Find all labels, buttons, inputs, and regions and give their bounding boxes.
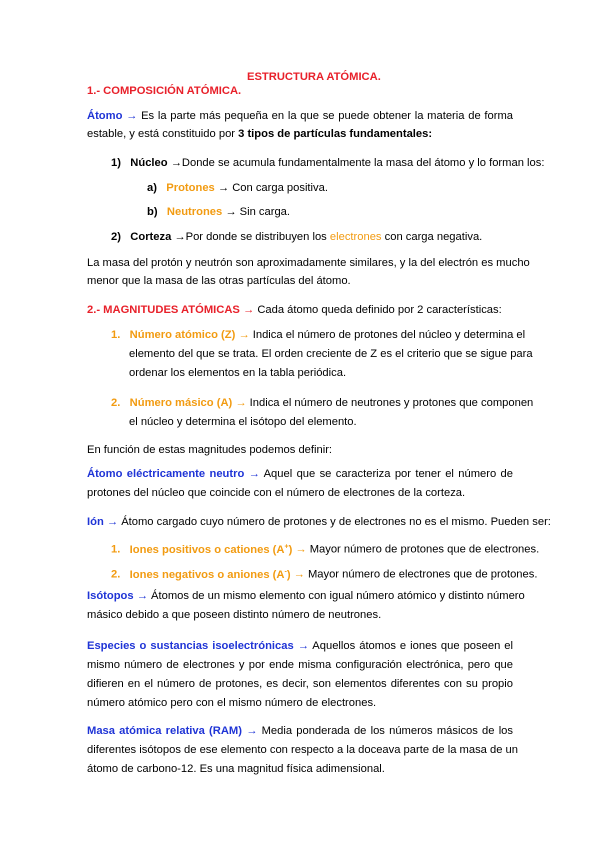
especies-term: Especies o sustancias isoelectrónicas (87, 640, 294, 652)
ram-line-2: diferentes isótopos de ese elemento con respecto a la doceava parte de la masa de un (87, 744, 518, 756)
protones-text: Con carga positiva. (232, 182, 328, 194)
iones-positivos-number: 1. (111, 543, 121, 556)
numero-masico-number: 2. (111, 397, 121, 409)
nucleo-term: Núcleo (130, 157, 168, 169)
neutrones-label: b) (147, 206, 158, 218)
section-2-rest: Cada átomo queda definido por 2 características: (257, 304, 502, 316)
atomo-neutro-line-2: protones del núcleo que coincide con el número de electrones de la corteza. (87, 487, 466, 499)
atomo-definition-line-1 (87, 109, 513, 123)
isotopos-line-2: másico debido a que poseen distinto número de neutrones. (87, 609, 382, 621)
atomo-neutro-text-1: Aquel que se caracteriza por tener el número de (263, 468, 514, 480)
iones-positivos-item (111, 540, 539, 557)
nucleo-number: 1) (111, 157, 121, 169)
especies-line-3: difieren en el número de protones, es decir, son elementos diferentes con su propio (87, 678, 513, 690)
ram-line-1 (87, 724, 513, 738)
protones-label: a) (147, 182, 157, 194)
protones-term: Protones (166, 182, 215, 194)
atomo-text-2-bold: 3 tipos de partículas fundamentales: (238, 128, 433, 140)
ion-text: Átomo cargado cuyo número de protones y de electrones no es el mismo. Pueden ser: (121, 516, 551, 528)
ram-line-3: átomo de carbono-12. Es una magnitud física adimensional. (87, 763, 385, 775)
numero-masico-term: Número másico (A) (129, 397, 233, 409)
arrow-icon: → (238, 329, 250, 341)
arrow-icon: → (293, 568, 305, 581)
corteza-term: Corteza (130, 231, 172, 243)
ram-text-1: Media ponderada de los números másicos de los (261, 725, 513, 737)
intro-text: En función de estas magnitudes podemos definir: (87, 444, 333, 456)
arrow-icon: → (170, 157, 182, 169)
arrow-icon: → (297, 640, 309, 652)
numero-atomico-line-3: ordenar los elementos en la tabla periódica. (129, 367, 347, 379)
corteza-number: 2) (111, 231, 121, 243)
arrow-icon: → (106, 516, 119, 528)
protones-item (147, 181, 328, 195)
plus-sign: + (284, 543, 289, 550)
iones-negativos-item (111, 565, 537, 582)
minus-sign: - (284, 568, 287, 575)
isotopos-line-1 (87, 589, 525, 603)
numero-masico-line-2: el núcleo y determina el isótopo del elemento. (129, 416, 357, 428)
numero-atomico-line-1 (111, 328, 526, 342)
corteza-text-a: Por donde se distribuyen los (185, 231, 330, 243)
arrow-icon: → (126, 110, 138, 122)
arrow-icon: → (248, 468, 260, 480)
neutrones-term: Neutrones (166, 206, 223, 218)
section-1-heading: 1.- COMPOSICIÓN ATÓMICA. (87, 85, 242, 97)
atomo-definition-line-2 (87, 127, 432, 141)
numero-atomico-text-1: Indica el número de protones del núcleo y determina el (252, 329, 526, 341)
nucleo-item (111, 156, 544, 170)
ion-term: Ión (87, 516, 104, 528)
especies-text-1: Aquellos átomos e iones que poseen el (312, 640, 514, 652)
atomo-neutro-term: Átomo eléctricamente neutro (87, 468, 245, 480)
arrow-icon: → (136, 590, 148, 602)
arrow-icon: → (246, 725, 258, 737)
especies-line-2: mismo número de electrones y por ende misma configuración electrónica, pero que (87, 659, 513, 671)
numero-masico-text-1: Indica el número de neutrones y protones que componen (249, 397, 534, 409)
especies-line-1 (87, 639, 513, 653)
arrow-icon: → (295, 543, 307, 556)
ram-term: Masa atómica relativa (RAM) (87, 725, 242, 737)
arrow-icon: → (235, 397, 247, 409)
isotopos-term: Isótopos (87, 590, 134, 602)
neutrones-item (147, 205, 290, 219)
atomo-neutro-line-1 (87, 467, 513, 481)
electrones-term: electrones (329, 231, 382, 243)
numero-masico-line-1 (111, 396, 534, 410)
ion-definition (87, 515, 551, 529)
especies-line-4: número atómico pero con el mismo número de electrones. (87, 697, 377, 709)
arrow-icon: → (217, 182, 230, 194)
nucleo-text: Donde se acumula fundamentalmente la masa del átomo y lo forman los: (181, 157, 545, 169)
numero-atomico-number: 1. (111, 329, 121, 341)
atomo-text-2: estable, y está constituido por (87, 128, 239, 140)
arrow-icon: → (174, 231, 186, 243)
corteza-item (111, 230, 482, 244)
iones-positivos-text: Mayor número de protones que de electrones. (309, 543, 540, 556)
numero-atomico-line-2: elemento del que se trata. El orden creciente de Z es el criterio que se sigue para (129, 348, 533, 360)
atomo-term: Átomo (87, 110, 123, 122)
masa-paragraph-line-1: La masa del protón y neutrón son aproximadamente similares, y la del electrón es mucho (87, 257, 530, 269)
isotopos-text-1: Átomos de un mismo elemento con igual número atómico y distinto número (151, 590, 525, 602)
atomo-text-1: Es la parte más pequeña en la que se puede obtener la materia de forma (141, 110, 513, 122)
numero-atomico-term: Número atómico (Z) (129, 329, 236, 341)
arrow-icon: → (243, 304, 255, 316)
arrow-icon: → (225, 206, 237, 218)
corteza-text-b: con carga negativa. (381, 231, 483, 243)
section-2-heading (87, 303, 502, 317)
section-2-title: 2.- MAGNITUDES ATÓMICAS (87, 304, 240, 316)
masa-paragraph-line-2: menor que la masa de las otras partículas del átomo. (87, 275, 351, 287)
document-title: ESTRUCTURA ATÓMICA. (247, 71, 381, 83)
iones-negativos-term: Iones negativos o aniones (A-) (129, 568, 291, 581)
iones-negativos-number: 2. (111, 568, 121, 581)
neutrones-text: Sin carga. (239, 206, 290, 218)
iones-positivos-term: Iones positivos o cationes (A+) (129, 543, 293, 556)
iones-negativos-text: Mayor número de electrones que de protones. (307, 568, 538, 581)
